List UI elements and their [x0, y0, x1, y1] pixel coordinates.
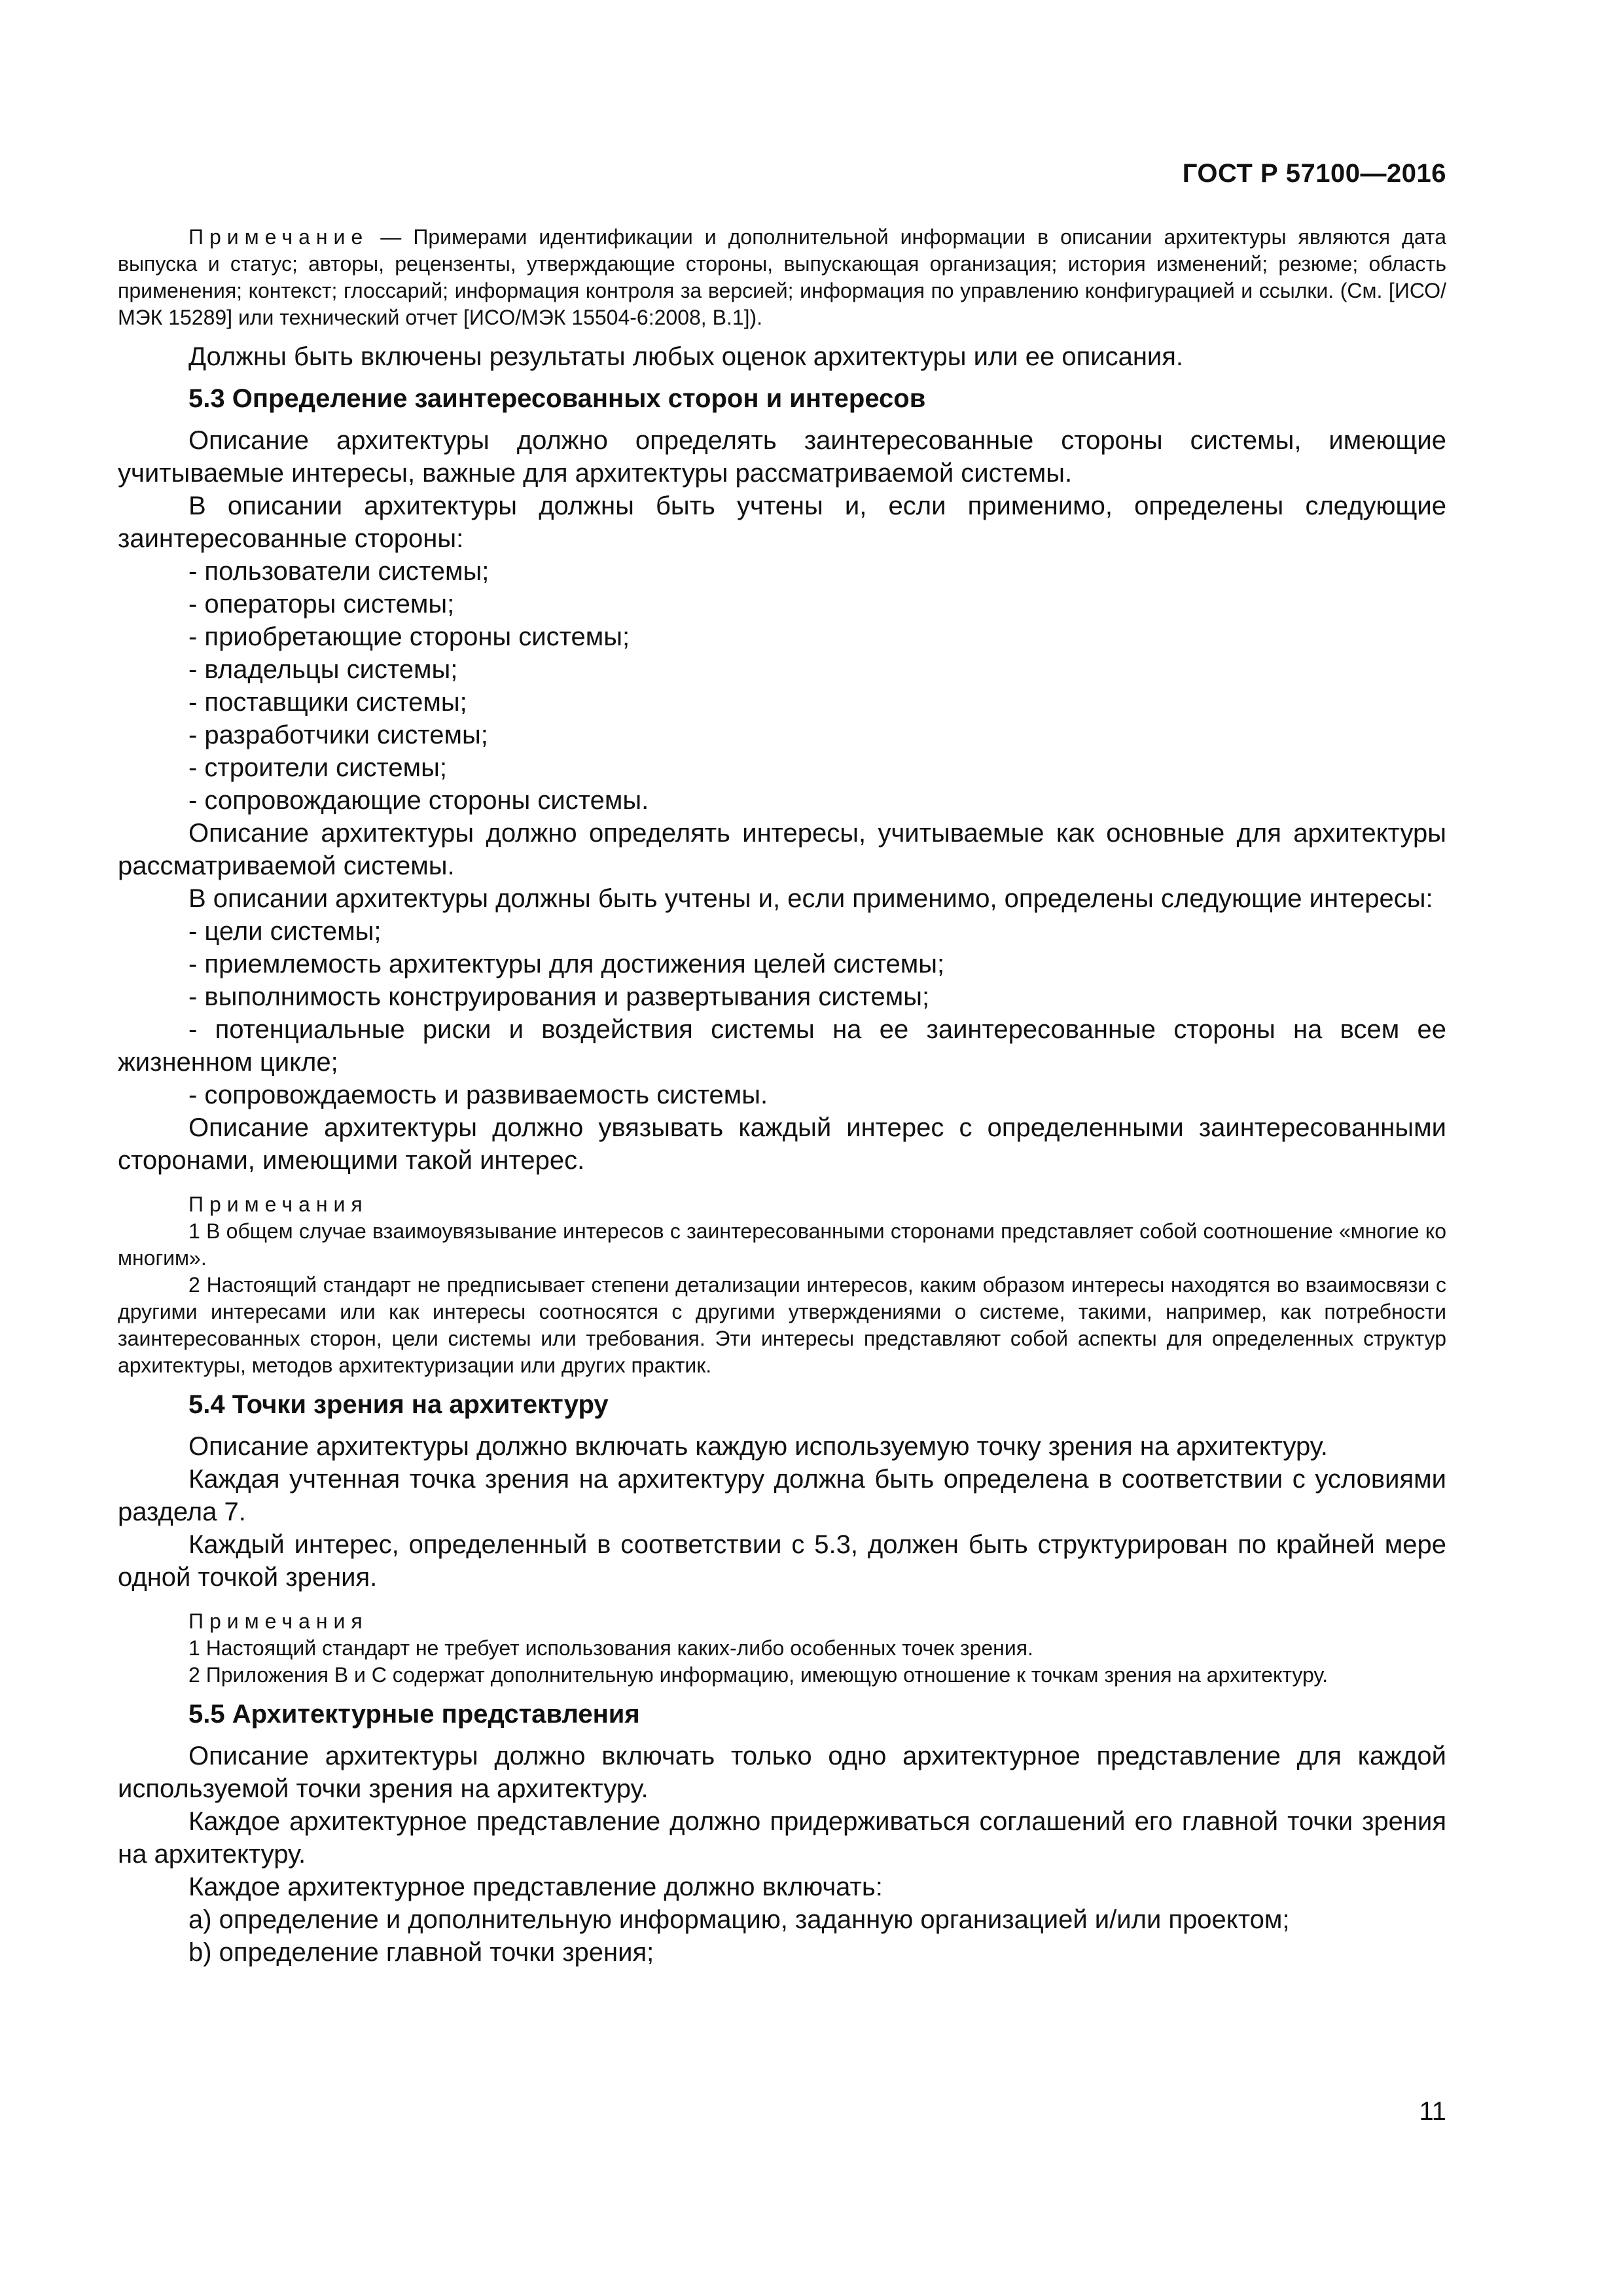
list-item: - приобретающие стороны системы; [188, 622, 630, 651]
body-paragraph: Каждая учтенная точка зрения на архитектуру должна быть определена в соответствии с условиями раздела 7. [118, 1465, 1446, 1526]
list-item: - пользователи системы; [188, 557, 490, 586]
body-paragraph: Каждый интерес, определенный в соответствии с 5.3, должен быть структурирован по крайней мере одной точкой зрения. [118, 1530, 1446, 1592]
list-item: - поставщики системы; [188, 688, 467, 717]
notes-label: Примечания [188, 1609, 368, 1633]
list-item: - цели системы; [188, 917, 382, 946]
note-item: 2 Настоящий стандарт не предписывает степени детализации интересов, каким образом интересы находятся во взаимосвязи с другими интересами или как интересы соотносятся с другими утверждениями о системе, такими, например, как потребности заинтересованных сторон, цели системы или требования. Эти интересы представляют собой аспекты для определенных структур архитектуры, методов архитектуризации или других практик. [118, 1273, 1446, 1377]
list-item: - операторы системы; [188, 590, 455, 619]
body-paragraph: Описание архитектуры должно определять заинтересованные стороны системы, имеющие учитываемые интересы, важные для архитектуры рассматриваемой системы. [118, 426, 1446, 488]
list-item: a) определение и дополнительную информацию, заданную организацией и/или проектом; [188, 1905, 1290, 1934]
results-paragraph: Должны быть включены результаты любых оценок архитектуры или ее описания. [188, 342, 1184, 371]
page-number: 11 [1419, 2097, 1446, 2126]
list-item: - владельцы системы; [188, 655, 458, 684]
body-paragraph: В описании архитектуры должны быть учтены и, если применимо, определены следующие заинтересованные стороны: [118, 492, 1446, 553]
list-item: - разработчики системы; [188, 721, 488, 749]
list-item: - выполнимость конструирования и развертывания системы; [188, 982, 930, 1011]
note-item: 2 Приложения В и С содержат дополнительную информацию, имеющую отношение к точкам зрения на архитектуру. [188, 1663, 1329, 1687]
list-item: - сопровождающие стороны системы. [188, 786, 649, 815]
note-text: — Примерами идентификации и дополнительной информации в описании архитектуры являются дата выпуска и статус; авторы, рецензенты, утверждающие стороны, выпускающая организация; история изменений; резюме; область применения; контекст; глоссарий; информация контроля за версией; информация по управлению конфигурацией и ссылки. (См. [ИСО/МЭК 15289] или технический отчет [ИСО/МЭК 15504-6:2008, В.1]). [118, 225, 1446, 329]
list-item: - потенциальные риски и воздействия системы на ее заинтересованные стороны на всем ее жизненном цикле; [118, 1015, 1446, 1077]
body-paragraph: Каждое архитектурное представление должно придерживаться соглашений его главной точки зрения на архитектуру. [118, 1807, 1446, 1869]
body-paragraph: Описание архитектуры должно включать только одно архитектурное представление для каждой используемой точки зрения на архитектуру. [118, 1742, 1446, 1803]
body-paragraph: В описании архитектуры должны быть учтены и, если применимо, определены следующие интересы: [188, 884, 1433, 913]
note-item: 1 Настоящий стандарт не требует использования каких-либо особенных точек зрения. [188, 1636, 1033, 1660]
section-heading-5-5: 5.5 Архитектурные представления [188, 1700, 640, 1729]
body-paragraph: Описание архитектуры должно определять интересы, учитываемые как основные для архитектуры рассматриваемой системы. [118, 819, 1446, 880]
body-paragraph: Описание архитектуры должно увязывать каждый интерес с определенными заинтересованными сторонами, имеющими такой интерес. [118, 1113, 1446, 1175]
body-paragraph: Каждое архитектурное представление должно включать: [188, 1873, 883, 1901]
note-label: Примечание [188, 225, 369, 249]
list-item: b) определение главной точки зрения; [188, 1938, 654, 1967]
body-paragraph: Описание архитектуры должно включать каждую используемую точку зрения на архитектуру. [188, 1432, 1328, 1461]
page-content [118, 224, 1446, 1969]
section-heading-5-3: 5.3 Определение заинтересованных сторон и интересов [188, 384, 926, 413]
section-heading-5-4: 5.4 Точки зрения на архитектуру [188, 1390, 609, 1419]
document-header: ГОСТ Р 57100—2016 [1182, 159, 1446, 188]
notes-label: Примечания [188, 1193, 368, 1216]
list-item: - сопровождаемость и развиваемость системы. [188, 1081, 768, 1109]
note-item: 1 В общем случае взаимоувязывание интересов с заинтересованными сторонами представляет собой соотношение «многие ко многим». [118, 1219, 1446, 1270]
list-item: - строители системы; [188, 753, 447, 782]
list-item: - приемлемость архитектуры для достижения целей системы; [188, 950, 945, 978]
note-paragraph [118, 224, 1446, 331]
